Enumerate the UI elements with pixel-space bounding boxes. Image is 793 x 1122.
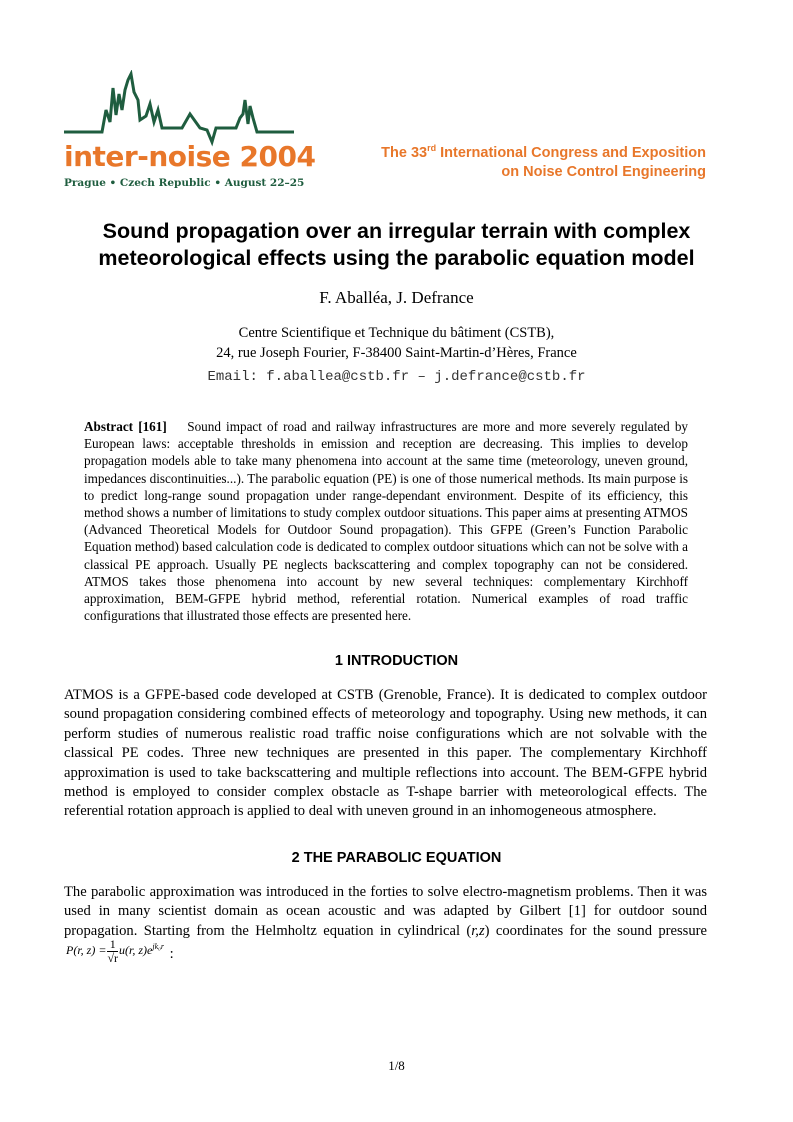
logo-wordmark: inter-noise 2004 [64, 140, 316, 173]
abstract [84, 418, 688, 624]
section-heading-parabolic-equation: 2 THE PARABOLIC EQUATION [291, 850, 502, 866]
email-line: Email: f.aballea@cstb.fr – j.defrance@cstb.fr [207, 369, 586, 385]
paper-title: Sound propagation over an irregular terrain with complex meteorological effects using the parabolic equation model [98, 219, 695, 270]
abstract-label: Abstract [161] [84, 419, 167, 434]
congress-header [381, 139, 706, 182]
pressure-formula: P(r, z) = $\frac{1}{√r}$ u(r, $z)e^{jk_0r}$ [66, 936, 165, 965]
congress-line-2: on Noise Control Engineering [501, 163, 706, 180]
affiliation: Centre Scientifique et Technique du bâtiment (CSTB), 24, rue Joseph Fourier, F-38400 Saint-Martin-d’Hères, France [216, 325, 577, 361]
congress-line-1: The 33rd International Congress and Exposition [381, 143, 706, 161]
parabolic-equation-text: The parabolic approximation was introduced in the forties to solve electro-magnetism problems. Then it was used in many scientist domain as ocean acoustic and was adapted by Gilbert [1] for outdoor sound propagation. Starting from the Helmholtz equation in cylindrical (r,z) coordinates for the sound pressure P(r, z) = $\frac{1}{√r}$ u(r, $z)e^{jk_0r}$ : [64, 884, 707, 965]
authors: F. Aballéa, J. Defrance [319, 288, 474, 307]
abstract-text: Sound impact of road and railway infrastructures are more and more severely regulated by European laws: acceptable thresholds in emission and reception are decreasing. This implies to develop propagation models able to take many phenomena into account at the same time (meteorology, uneven ground, impedances discontinuities...). The parabolic equation (PE) is one of those numerical methods. Its main purpose is to predict long-range sound propagation under range-dependant environment. Despite of its efficiency, this method shows a number of limitations to study complex outdoor situations. This paper aims at presenting ATMOS (Advanced Theoretical Models for Outdoor Sound propagation). This GFPE (Green’s Function Parabolic Equation method) based calculation code is dedicated to complex outdoor situations which can not be solve with a classical PE approach. Usually PE neglects backscattering and complex topography can not be considered. ATMOS takes those phenomena into account by new several techniques: complementary Kirchhoff approximation, BEM-GFPE hybrid method, referential rotation. Numerical examples of road traffic configurations that illustrated those effects are presented here. [84, 419, 689, 624]
page-number: 1/8 [388, 1058, 405, 1073]
introduction-text: ATMOS is a GFPE-based code developed at CSTB (Grenoble, France). It is dedicated to complex outdoor sound propagation considering combined effects of meteorology and topography. Using new methods, it can perform studies of numerous realistic road traffic noise configurations which are not solvable with the classical PE codes. Three new techniques are presented in this paper. The complementary Kirchhoff approximation is used to take backscattering and multiple reflections into account. The BEM-GFPE hybrid method is employed to consider complex obstacle as T-shape barrier with meteorological effects. The referential rotation approach is applied to deal with uneven ground in an inhomogeneous atmosphere. [64, 687, 707, 820]
inter-noise-logo [62, 70, 316, 195]
section-heading-introduction: 1 INTRODUCTION [334, 653, 459, 669]
logo-subtitle: Prague • Czech Republic • August 22–25 [64, 177, 305, 189]
